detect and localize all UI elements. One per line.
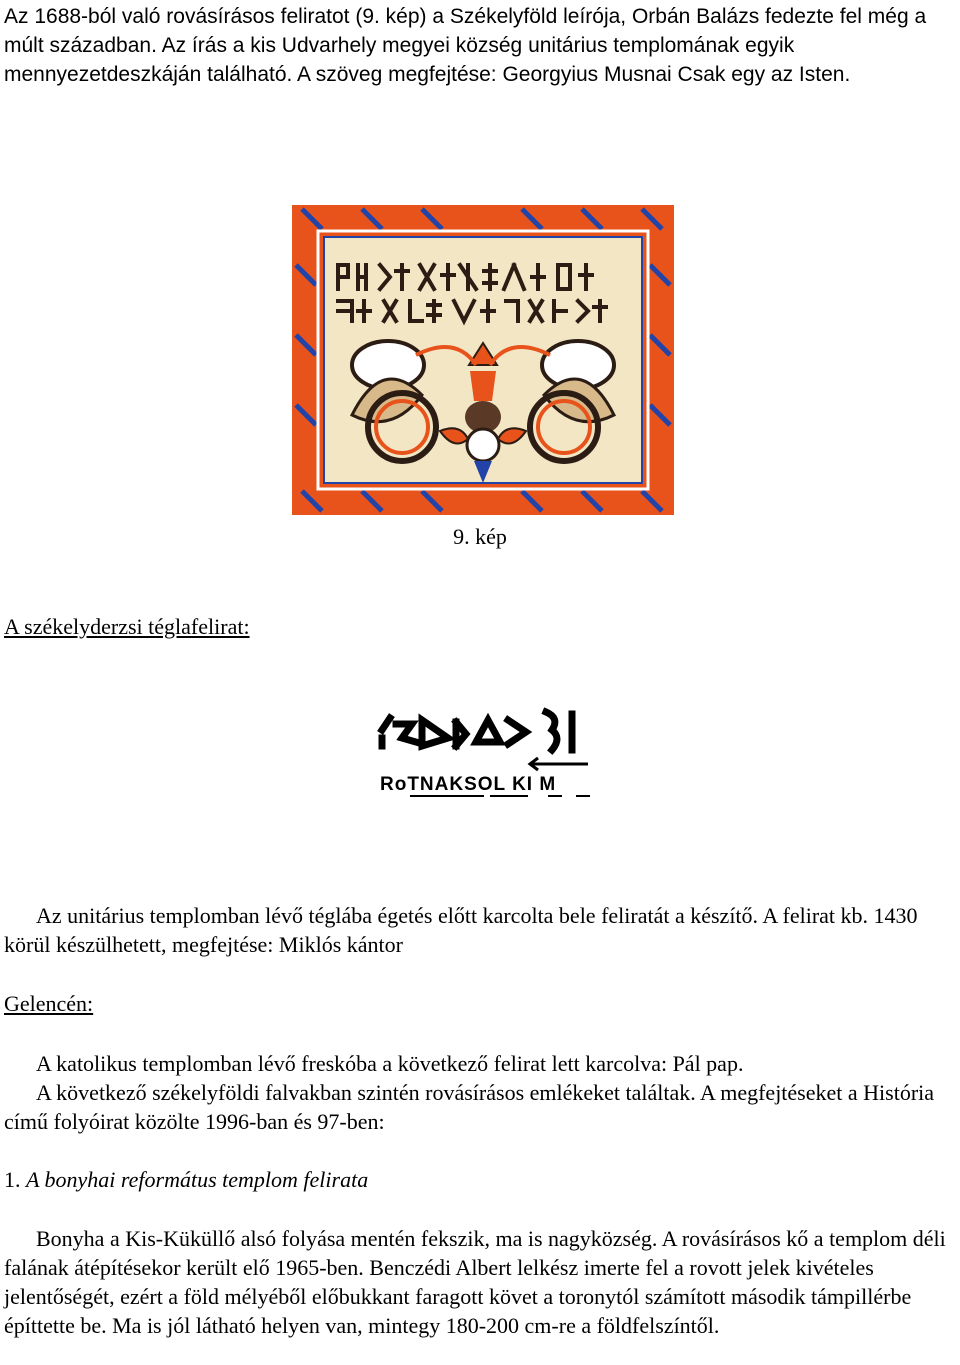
bonyha-title: A bonyhai református templom felirata xyxy=(26,1167,369,1192)
intro-paragraph: Az 1688-ból való rovásírásos feliratot (9. kép) a Székelyföld leírója, Orbán Balázs fedezte fel még a múlt században. Az írás a kis Udvarhely megyei község unitárius templomának egyik mennyezetdeszkáján található. A szöveg megfejtése: Georgyius Musnai Csak egy az Isten. xyxy=(4,5,927,86)
brick-latin-transliteration: RoTNAKSOL KI M xyxy=(380,774,557,795)
bonyha-heading xyxy=(4,1165,956,1194)
gelence-paragraph: A katolikus templomban lévő freskóba a következő felirat lett karcolva: Pál pap. xyxy=(36,1051,744,1076)
gelence-heading: Gelencén: xyxy=(4,991,94,1016)
szekelyderzs-heading: A székelyderzsi téglafelirat: xyxy=(4,614,250,639)
brick-runic-inscription xyxy=(376,706,596,806)
bonyha-paragraph: Bonyha a Kis-Küküllő alsó folyása mentén fekszik, ma is nagyközség. A rovásírásos kő a templom déli falának átépítésekor került elő 1965-ben. Benczédi Albert lelkész imerte fel a rovott jelek kivételes jelentőségét, ezért a föld mélyéből előbukkant faragott követ a toronytól számított második támpillérbe építtette be. Ma is jól látható helyen van, mintegy 180-200 cm-re a földfelszíntől. xyxy=(4,1226,946,1338)
bonyha-number: 1. xyxy=(4,1167,21,1192)
villages-paragraph: A következő székelyföldi falvakban szintén rovásírásos emlékeket találtak. A megfejtéseket a História című folyóirat közölte 1996-ban és 97-ben: xyxy=(4,1080,935,1134)
transliteration-underlines xyxy=(380,768,594,804)
ceiling-board-runic-image xyxy=(292,205,674,515)
szekelyderzs-paragraph: Az unitárius templomban lévő téglába égetés előtt karcolta bele feliratát a készítő. A felirat kb. 1430 körül készülhetett, megfejtése: Miklós kántor xyxy=(4,903,918,957)
figure-9-caption: 9. kép xyxy=(453,524,507,549)
runic-glyphs xyxy=(376,706,596,758)
